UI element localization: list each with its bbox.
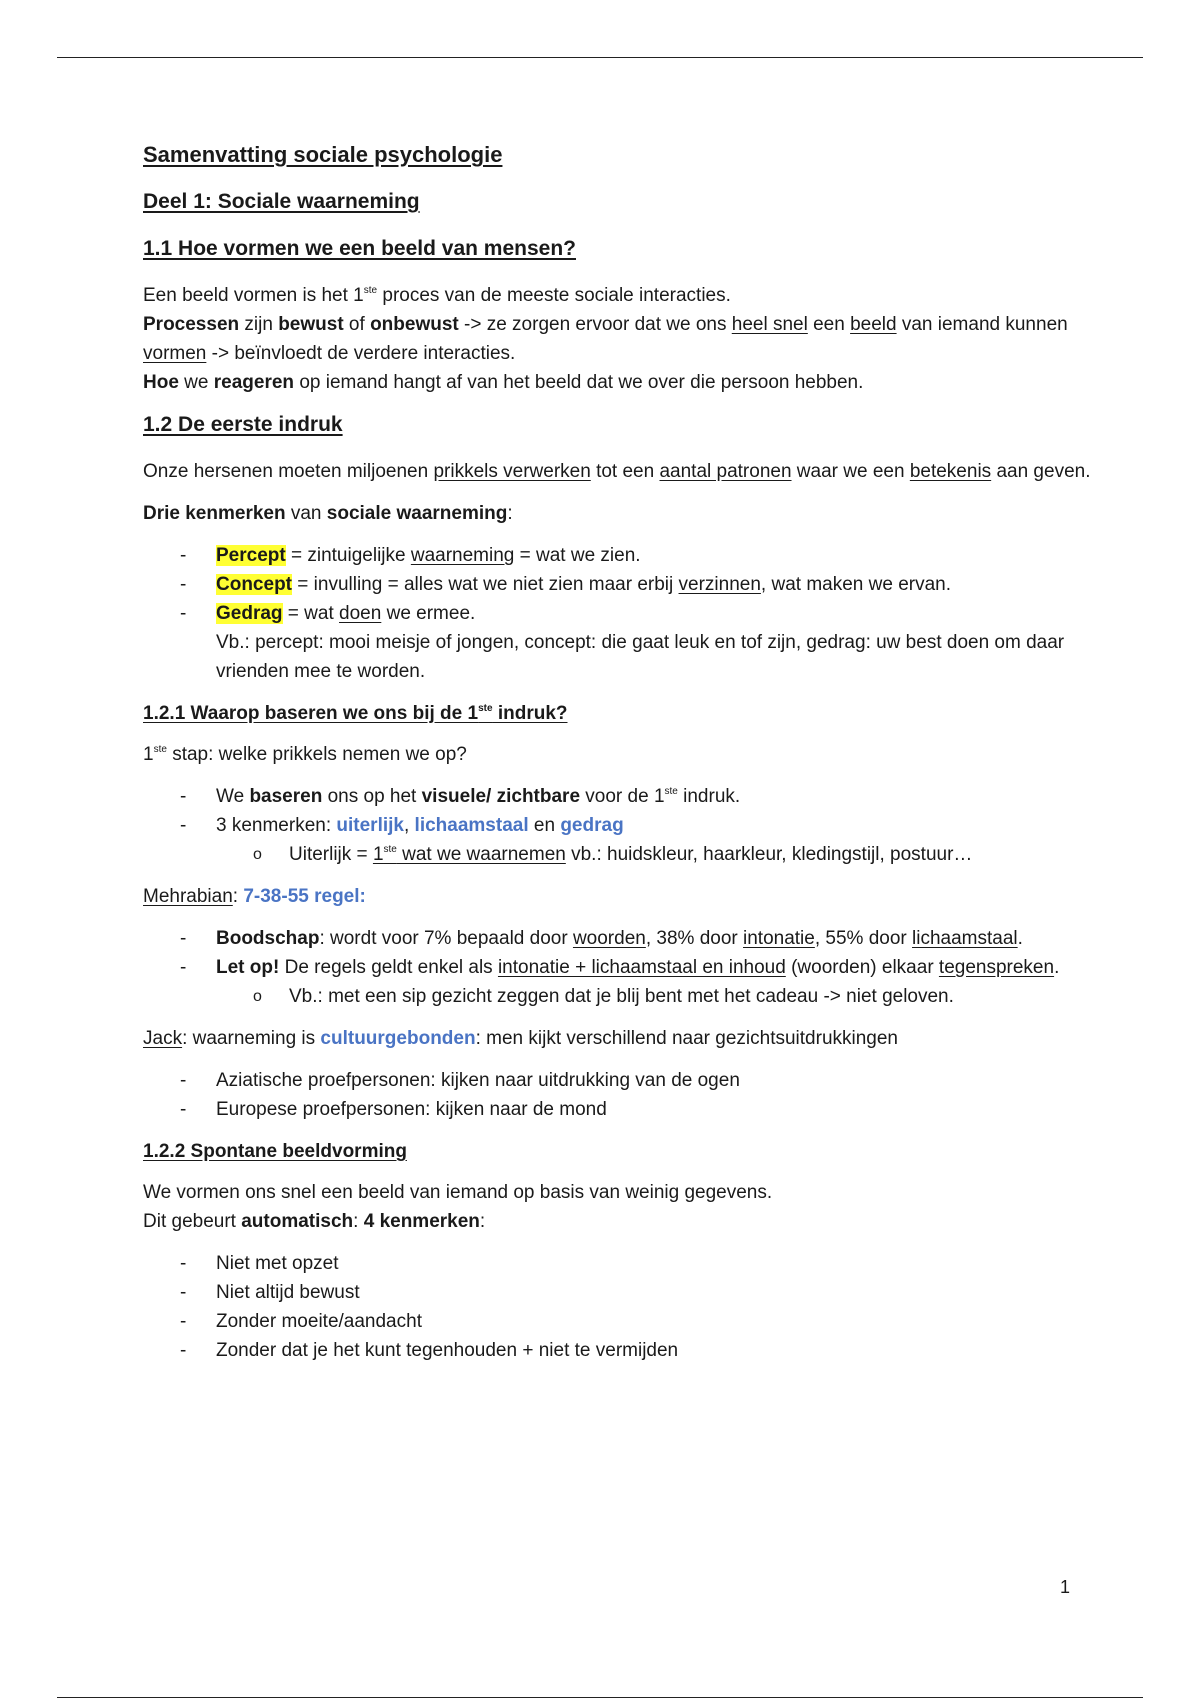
spontane-list [143,1249,1128,1365]
doc-title: Samenvatting sociale psychologie [143,142,503,167]
stap-text: 1ste stap: welke prikkels nemen we op? [143,744,467,765]
list-item: - 3 kenmerken: uiterlijk, lichaamstaal en gedrag o Uiterlijk = 1ste wat we waarnemen vb.: huidskleur, haarkleur, kledingstijl, postuur… [143,811,1128,869]
section-1-2-text: Onze hersenen moeten miljoenen prikkels verwerken tot een aantal patronen waar we een betekenis aan geven. [143,461,1091,482]
section-1-1-text: Een beeld vormen is het 1ste proces van de meeste sociale interacties. Processen zijn bewust of onbewust -> ze zorgen ervoor dat we ons heel snel een beeld van iemand kunnen vormen -> beïnvloedt de verdere interacties. Hoe we reageren op iemand hangt af van het beeld dat we over die persoon hebben. [143,285,1068,393]
list-item: - Let op! De regels geldt enkel als intonatie + lichaamstaal en inhoud (woorden) elkaar tegenspreken. o Vb.: met een sip gezicht zeggen dat je blij bent met het cadeau -> niet geloven. [143,953,1128,1011]
stap-list [143,782,1128,869]
mehrabian-list [143,924,1128,1011]
header-rule [57,57,1143,58]
jack-list [143,1066,1128,1124]
kenmerken-intro: Drie kenmerken van sociale waarneming: [143,503,513,524]
list-item: o Vb.: met een sip gezicht zeggen dat je blij bent met het cadeau -> niet geloven. [216,982,1128,1011]
list-item: - We baseren ons op het visuele/ zichtbare voor de 1ste indruk. [143,782,1128,811]
list-item: - Aziatische proefpersonen: kijken naar uitdrukking van de ogen [143,1066,1128,1095]
list-item: - Zonder moeite/aandacht [143,1307,1128,1336]
list-item: - Gedrag = wat doen we ermee. Vb.: percept: mooi meisje of jongen, concept: die gaat leuk en tof zijn, gedrag: uw best doen om daar vrienden mee te worden. [143,599,1128,686]
list-item: - Boodschap: wordt voor 7% bepaald door woorden, 38% door intonatie, 55% door lichaamstaal. [143,924,1128,953]
section-1-2-heading: 1.2 De eerste indruk [143,413,343,436]
part-heading: Deel 1: Sociale waarneming [143,190,420,213]
footer-rule [57,1697,1143,1698]
document-body [143,140,1128,1378]
section-1-2-2-text: We vormen ons snel een beeld van iemand op basis van weinig gegevens. Dit gebeurt automatisch: 4 kenmerken: [143,1182,773,1232]
section-1-2-1-heading: 1.2.1 Waarop baseren we ons bij de 1ste indruk? [143,703,568,724]
mehrabian-heading: Mehrabian: 7-38-55 regel: [143,886,366,907]
jack-text: Jack: waarneming is cultuurgebonden: men kijkt verschillend naar gezichtsuitdrukkingen [143,1028,899,1049]
list-item: - Concept = invulling = alles wat we niet zien maar erbij verzinnen, wat maken we ervan. [143,570,1128,599]
kenmerken-list [143,541,1128,686]
section-1-1-heading: 1.1 Hoe vormen we een beeld van mensen? [143,237,576,260]
sub-list [216,840,1128,869]
page-number: 1 [1060,1577,1071,1597]
list-item: - Niet met opzet [143,1249,1128,1278]
list-item: - Europese proefpersonen: kijken naar de mond [143,1095,1128,1124]
list-item: - Niet altijd bewust [143,1278,1128,1307]
sub-list [216,982,1128,1011]
list-item: o Uiterlijk = 1ste wat we waarnemen vb.: huidskleur, haarkleur, kledingstijl, postuur… [216,840,1128,869]
list-item: - Percept = zintuigelijke waarneming = wat we zien. [143,541,1128,570]
list-item: - Zonder dat je het kunt tegenhouden + niet te vermijden [143,1336,1128,1365]
section-1-2-2-heading: 1.2.2 Spontane beeldvorming [143,1141,407,1162]
